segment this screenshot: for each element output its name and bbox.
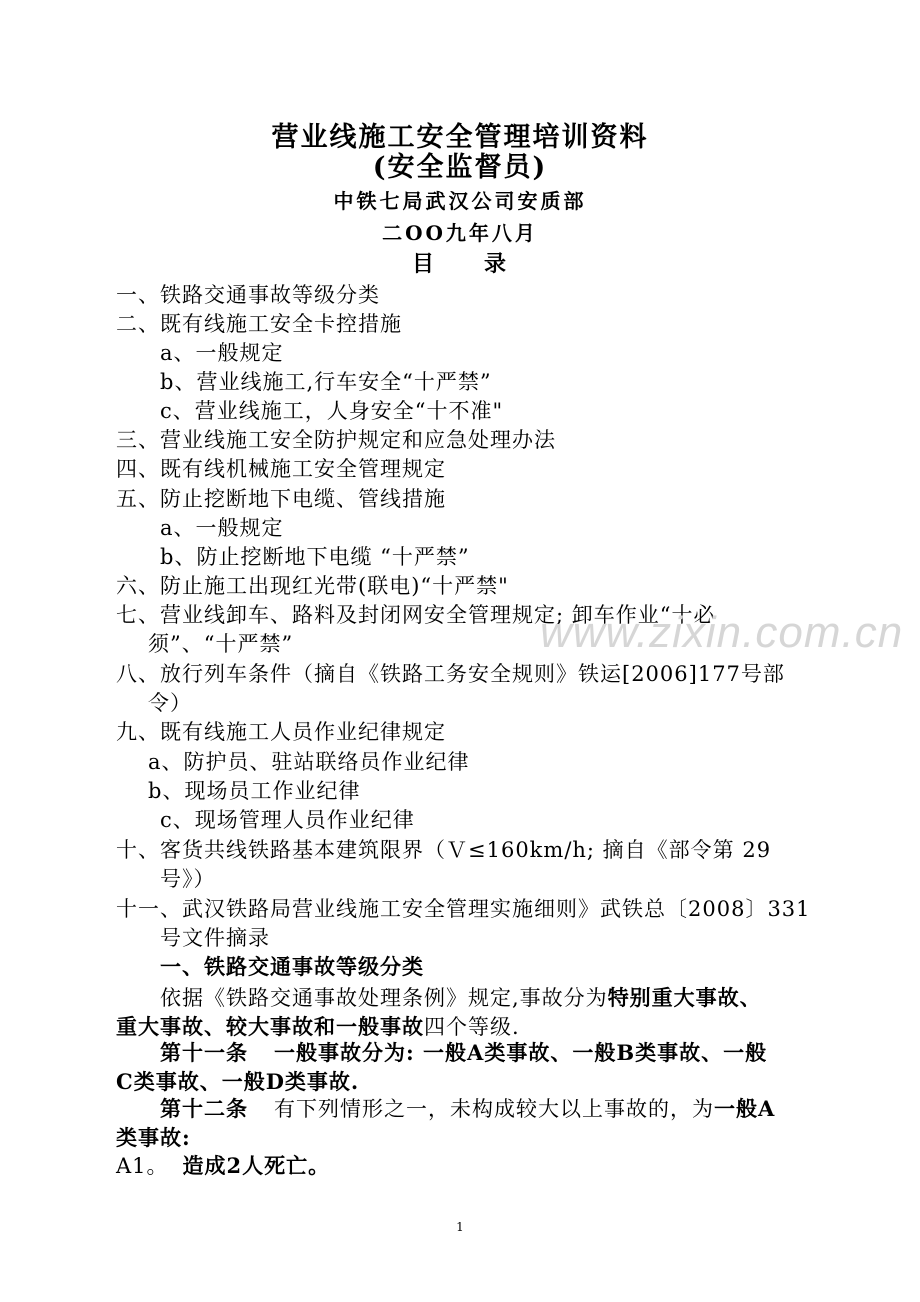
toc-subitem: b、现场员工作业纪律: [148, 779, 361, 803]
toc-item-continuation: 号文件摘录: [160, 926, 270, 950]
toc-item: 十、客货共线铁路基本建筑限界（Ｖ≤160km/h; 摘自《部令第 29: [116, 838, 772, 862]
toc-item-continuation: 须”、“十严禁”: [148, 632, 294, 656]
toc-item: 六、防止施工出现红光带(联电)“十严禁": [116, 574, 509, 598]
toc-item-continuation: 号》）: [160, 867, 216, 891]
toc-subitem: c、现场管理人员作业纪律: [160, 808, 415, 832]
section-heading: 一、铁路交通事故等级分类: [160, 954, 424, 979]
toc-item: 四、既有线机械施工安全管理规定: [116, 457, 446, 481]
toc-subitem: a、防护员、驻站联络员作业纪律: [148, 750, 470, 774]
toc-subitem: c、营业线施工，人身安全“十不准": [160, 399, 504, 423]
toc-item: 八、放行列车条件（摘自《铁路工务安全规则》铁运[2006]177号部: [116, 662, 785, 686]
toc-item: 三、营业线施工安全防护规定和应急处理办法: [116, 428, 556, 452]
issue-date: 二OO九年八月: [382, 221, 538, 245]
watermark: www.zixin.com.cn: [540, 608, 904, 657]
article-11-continued: C类事故、一般D类事故.: [116, 1069, 360, 1094]
body-paragraph: 依据《铁路交通事故处理条例》规定,事故分为特别重大事故、: [160, 985, 762, 1010]
toc-subitem: b、营业线施工,行车安全“十严禁”: [160, 370, 492, 394]
toc-item: 十一、武汉铁路局营业线施工安全管理实施细则》武铁总〔2008〕331: [116, 897, 811, 921]
document-subtitle: (安全监督员): [372, 152, 548, 183]
toc-item: 五、防止挖断地下电缆、管线措施: [116, 487, 446, 511]
document-title: 营业线施工安全管理培训资料: [271, 122, 649, 153]
toc-item-continuation: 令）: [148, 691, 192, 715]
toc-item: 一、铁路交通事故等级分类: [116, 283, 380, 307]
page-number: 1: [456, 1220, 464, 1234]
toc-item: 二、既有线施工安全卡控措施: [116, 312, 402, 336]
issuing-organization: 中铁七局武汉公司安质部: [333, 189, 587, 213]
toc-item: 七、营业线卸车、路料及封闭网安全管理规定; 卸车作业“十必: [116, 603, 716, 627]
toc-heading: 目 录: [411, 251, 509, 277]
article-12: 第十二条 有下列情形之一，未构成较大以上事故的，为一般A: [160, 1096, 776, 1121]
toc-subitem: a、一般规定: [160, 341, 284, 365]
article-12-continued: 类事故:: [116, 1125, 191, 1150]
toc-subitem: b、防止挖断地下电缆 “十严禁”: [160, 545, 470, 569]
article-11: 第十一条 一般事故分为: 一般A类事故、一般B类事故、一般: [160, 1040, 768, 1065]
clause-a1: A1。 造成2人死亡。: [116, 1153, 331, 1178]
body-paragraph-continued: 重大事故、较大事故和一般事故四个等级.: [116, 1014, 520, 1039]
toc-item: 九、既有线施工人员作业纪律规定: [116, 720, 446, 744]
toc-subitem: a、一般规定: [160, 516, 284, 540]
